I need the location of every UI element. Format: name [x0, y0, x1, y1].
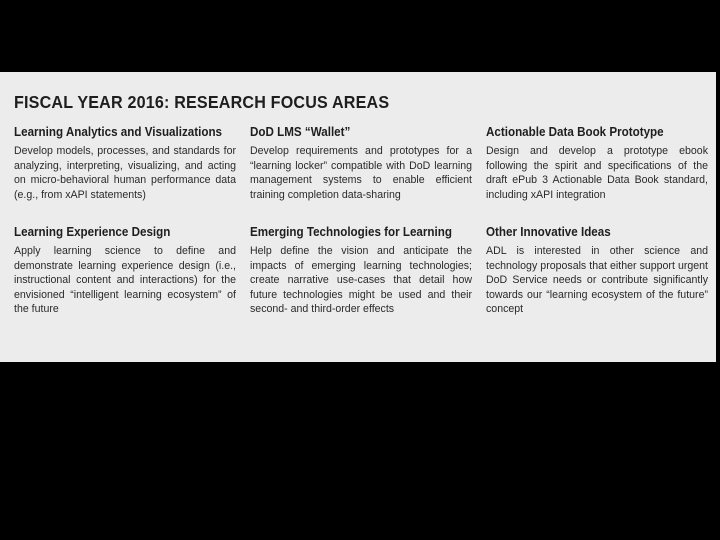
slide — [0, 72, 716, 362]
slide-title: FISCAL YEAR 2016: RESEARCH FOCUS AREAS — [14, 92, 390, 112]
focus-area-heading: Other Innovative Ideas — [486, 225, 611, 239]
focus-area-description: Design and develop a prototype ebook following the spirit and specifications of the draft ePub 3 Actionable Data Book standard, including xAPI integration — [486, 145, 708, 201]
focus-area-learning-analytics — [14, 125, 236, 217]
focus-area-description: Apply learning science to define and demonstrate learning experience design (i.e., instructional content and interactions) for the envisioned “intelligent learning ecosystem” of the future — [14, 245, 236, 315]
focus-area-emerging-tech — [250, 225, 472, 317]
focus-area-grid — [14, 125, 708, 317]
focus-area-experience-design — [14, 225, 236, 317]
focus-area-lms-wallet — [250, 125, 472, 217]
focus-area-description: Develop requirements and prototypes for a “learning locker” compatible with DoD learning management systems to enable efficient training completion data-sharing — [250, 145, 472, 201]
focus-area-heading: Learning Experience Design — [14, 225, 171, 239]
focus-area-data-book — [486, 125, 708, 217]
focus-area-description: Develop models, processes, and standards for analyzing, interpreting, visualizing, and acting on micro-behavioral human performance data (e.g., from xAPI statements) — [14, 145, 236, 201]
focus-area-heading: Learning Analytics and Visualizations — [14, 125, 223, 139]
focus-area-heading: DoD LMS “Wallet” — [250, 125, 351, 139]
focus-area-heading: Actionable Data Book Prototype — [486, 125, 664, 139]
focus-area-description: Help define the vision and anticipate the impacts of emerging learning technologies; create narrative use-cases that detail how future technologies might be used and their second- and third-order effects — [250, 245, 472, 315]
focus-area-other-ideas — [486, 225, 708, 317]
focus-area-description: ADL is interested in other science and technology proposals that either support urgent DoD Service needs or contribute significantly towards our “learning ecosystem of the future” concept — [486, 245, 708, 315]
focus-area-heading: Emerging Technologies for Learning — [250, 225, 452, 239]
